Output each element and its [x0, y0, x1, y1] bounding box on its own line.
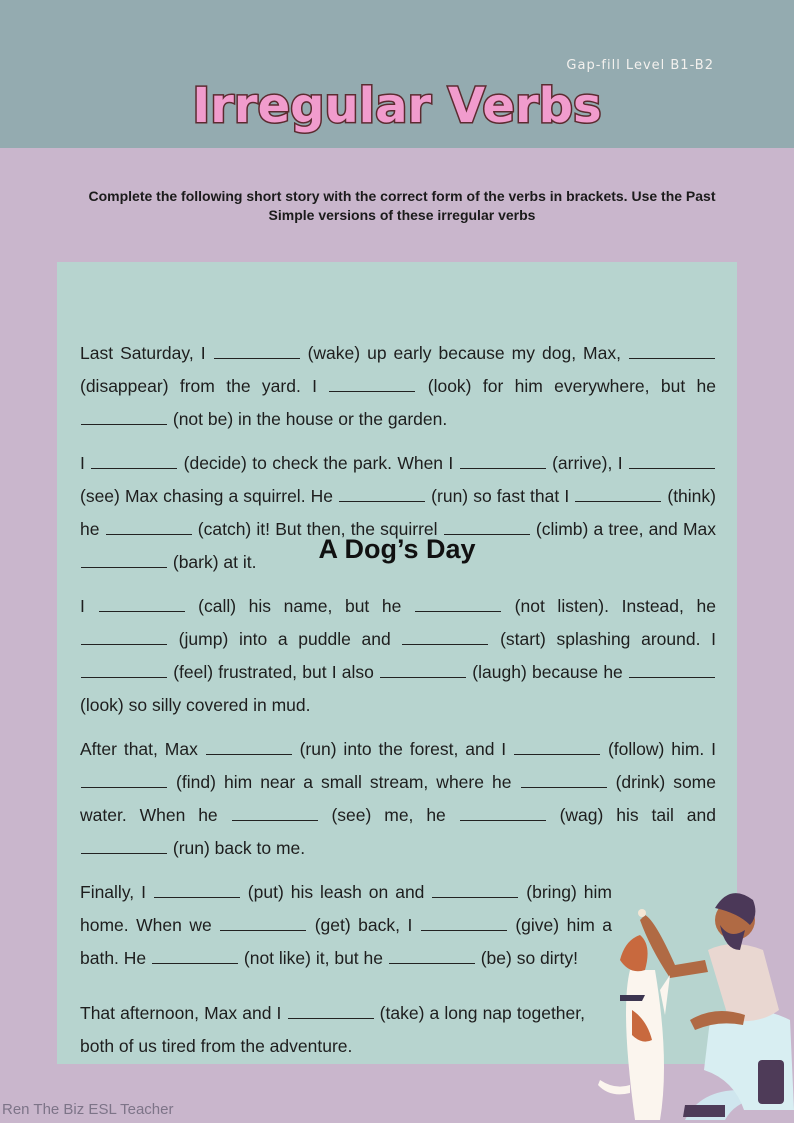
answer-blank[interactable]: [460, 819, 546, 821]
page-title: Irregular Verbs: [192, 78, 602, 134]
story-text-segment: I: [80, 453, 91, 473]
answer-blank[interactable]: [415, 610, 501, 612]
answer-blank[interactable]: [91, 467, 177, 469]
instructions: Complete the following short story with the correct form of the verbs in brackets. Use the Past Simple versions of these irregular verbs: [88, 188, 716, 223]
story-text-segment: (bark) at it.: [168, 552, 257, 572]
story-text-segment: I: [80, 596, 98, 616]
answer-blank[interactable]: [339, 500, 425, 502]
story-text-segment: (see) me, he: [318, 805, 459, 825]
story-text-segment: After that, Max: [80, 739, 205, 759]
story-title: A Dog’s Day: [318, 534, 476, 564]
story-text-segment: (not be) in the house or the garden.: [168, 409, 448, 429]
story-text-segment: That afternoon, Max and I: [80, 1003, 287, 1023]
story-text-segment: Last Saturday, I: [80, 343, 213, 363]
answer-blank[interactable]: [81, 852, 167, 854]
answer-blank[interactable]: [220, 929, 306, 931]
story-text-segment: Finally, I: [80, 882, 153, 902]
story-paragraph: [80, 997, 585, 1063]
header-banner: [0, 0, 794, 148]
answer-blank[interactable]: [214, 357, 300, 359]
story-paragraph: [80, 447, 716, 579]
story-text-segment: (run) so fast that I: [426, 486, 575, 506]
answer-blank[interactable]: [152, 962, 238, 964]
story-text-segment: (be) so dirty!: [475, 948, 578, 968]
story-text-segment: (take) a long nap together, both of us tired from the adventure.: [80, 1003, 585, 1056]
story-text-segment: (climb) a tree, and Max: [530, 519, 717, 539]
answer-blank[interactable]: [460, 467, 546, 469]
answer-blank[interactable]: [81, 643, 167, 645]
story-text-segment: (not like) it, but he: [239, 948, 388, 968]
answer-blank[interactable]: [206, 753, 292, 755]
answer-blank[interactable]: [154, 896, 240, 898]
story-text-segment: (decide) to check the park. When I: [178, 453, 459, 473]
story-text-segment: (run) back to me.: [168, 838, 306, 858]
story-text-segment: (find) him near a small stream, where he: [168, 772, 520, 792]
answer-blank[interactable]: [421, 929, 507, 931]
story-paragraph: [80, 733, 716, 865]
story-text-segment: (drink) some water. When he: [80, 772, 716, 825]
story-text-segment: (run) into the forest, and I: [292, 739, 514, 759]
answer-blank[interactable]: [81, 786, 167, 788]
story-text: [80, 337, 716, 1074]
story-text-segment: (not listen). Instead, he: [502, 596, 716, 616]
story-paragraph: [80, 337, 716, 436]
level-label: Gap-fill Level B1-B2: [566, 58, 714, 73]
story-text-segment: (wag) his tail and: [546, 805, 716, 825]
answer-blank[interactable]: [288, 1017, 374, 1019]
story-text-segment: (get) back, I: [307, 915, 420, 935]
story-paragraph: [80, 590, 716, 722]
answer-blank[interactable]: [389, 962, 475, 964]
story-text-segment: (disappear) from the yard. I: [80, 376, 329, 396]
story-text-segment: (follow) him. I: [601, 739, 717, 759]
answer-blank[interactable]: [99, 610, 185, 612]
story-text-segment: (put) his leash on and: [240, 882, 432, 902]
answer-blank[interactable]: [402, 643, 488, 645]
story-text-segment: (jump) into a puddle and: [168, 629, 402, 649]
story-text-segment: (see) Max chasing a squirrel. He: [80, 486, 339, 506]
answer-blank[interactable]: [521, 786, 607, 788]
answer-blank[interactable]: [106, 533, 192, 535]
answer-blank[interactable]: [432, 896, 518, 898]
answer-blank[interactable]: [629, 357, 715, 359]
story-text-segment: (laugh) because he: [467, 662, 628, 682]
answer-blank[interactable]: [329, 390, 415, 392]
answer-blank[interactable]: [514, 753, 600, 755]
answer-blank[interactable]: [444, 533, 530, 535]
story-text-segment: (wake) up early because my dog, Max,: [300, 343, 628, 363]
answer-blank[interactable]: [380, 676, 466, 678]
story-text-segment: (look) so silly covered in mud.: [80, 695, 311, 715]
story-text-segment: (start) splashing around. I: [489, 629, 716, 649]
answer-blank[interactable]: [81, 676, 167, 678]
answer-blank[interactable]: [232, 819, 318, 821]
footer-credit: Ren The Biz ESL Teacher: [2, 1101, 174, 1118]
story-paragraph: [80, 876, 612, 975]
story-text-segment: (call) his name, but he: [185, 596, 415, 616]
answer-blank[interactable]: [629, 676, 715, 678]
story-text-segment: (bring) him home. When we: [80, 882, 613, 935]
answer-blank[interactable]: [81, 423, 167, 425]
story-text-segment: (catch) it! But then, the squirrel: [192, 519, 443, 539]
answer-blank[interactable]: [629, 467, 715, 469]
story-text-segment: (feel) frustrated, but I also: [168, 662, 380, 682]
answer-blank[interactable]: [81, 566, 167, 568]
story-text-segment: (think) he: [80, 486, 716, 539]
answer-blank[interactable]: [575, 500, 661, 502]
story-text-segment: (arrive), I: [546, 453, 628, 473]
story-text-segment: (give) him a bath. He: [80, 915, 613, 968]
story-text-segment: (look) for him everywhere, but he: [416, 376, 717, 396]
